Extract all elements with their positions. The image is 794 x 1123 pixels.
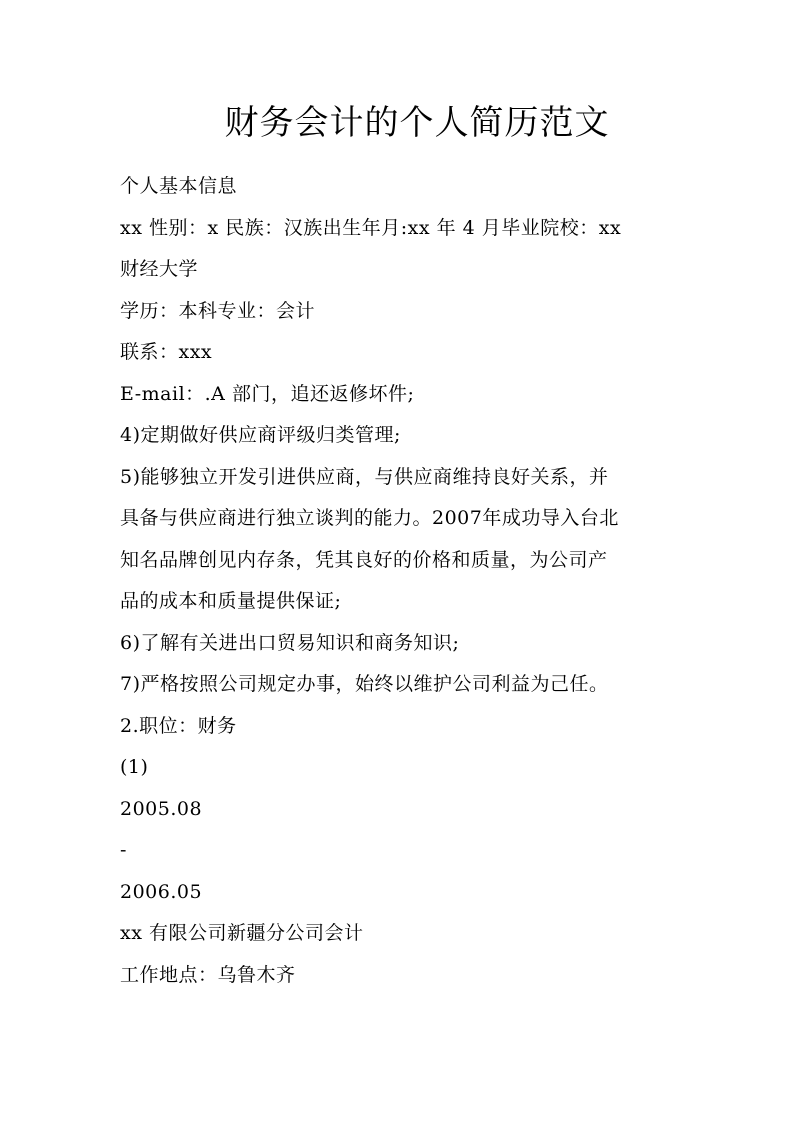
list-item-4: 4)定期做好供应商评级归类管理; <box>120 424 401 446</box>
section-heading-basic-info: 个人基本信息 <box>120 175 238 197</box>
list-item-5-line-3: 知名品牌创见内存条，凭其良好的价格和质量，为公司产 <box>120 548 608 571</box>
document-title: 财务会计的个人简历范文 <box>224 103 610 143</box>
text-line-education: 学历：本科专业：会计 <box>120 299 316 322</box>
list-item-7: 7)严格按照公司规定办事，始终以维护公司利益为己任。 <box>120 673 609 695</box>
text-line-end-date: 2006.05 <box>120 880 203 903</box>
text-line-position: 2.职位：财务 <box>120 714 237 737</box>
text-line-contact: 联系：xxx <box>120 341 213 363</box>
text-line-date-separator: - <box>120 839 127 861</box>
text-line-email: E-mail：.A 部门，追还返修坏件; <box>120 382 415 405</box>
text-line-start-date: 2005.08 <box>120 797 203 820</box>
list-item-5-line-1: 5)能够独立开发引进供应商，与供应商维持良好关系，并 <box>120 465 609 488</box>
list-item-5-line-4: 品的成本和质量提供保证; <box>120 590 342 612</box>
list-item-6: 6)了解有关进出口贸易知识和商务知识; <box>120 631 460 654</box>
text-line-company: xx 有限公司新疆分公司会计 <box>120 922 364 944</box>
text-line-personal-details: xx 性别：x 民族：汉族出生年月:xx 年 4 月毕业院校：xx <box>120 216 622 239</box>
text-line-work-location: 工作地点：乌鲁木齐 <box>120 963 296 986</box>
list-item-5-line-2: 具备与供应商进行独立谈判的能力。2007年成功导入台北 <box>120 507 619 529</box>
document-body <box>120 166 676 996</box>
text-line-school: 财经大学 <box>120 258 199 280</box>
text-line-item-number: (1) <box>120 756 149 778</box>
